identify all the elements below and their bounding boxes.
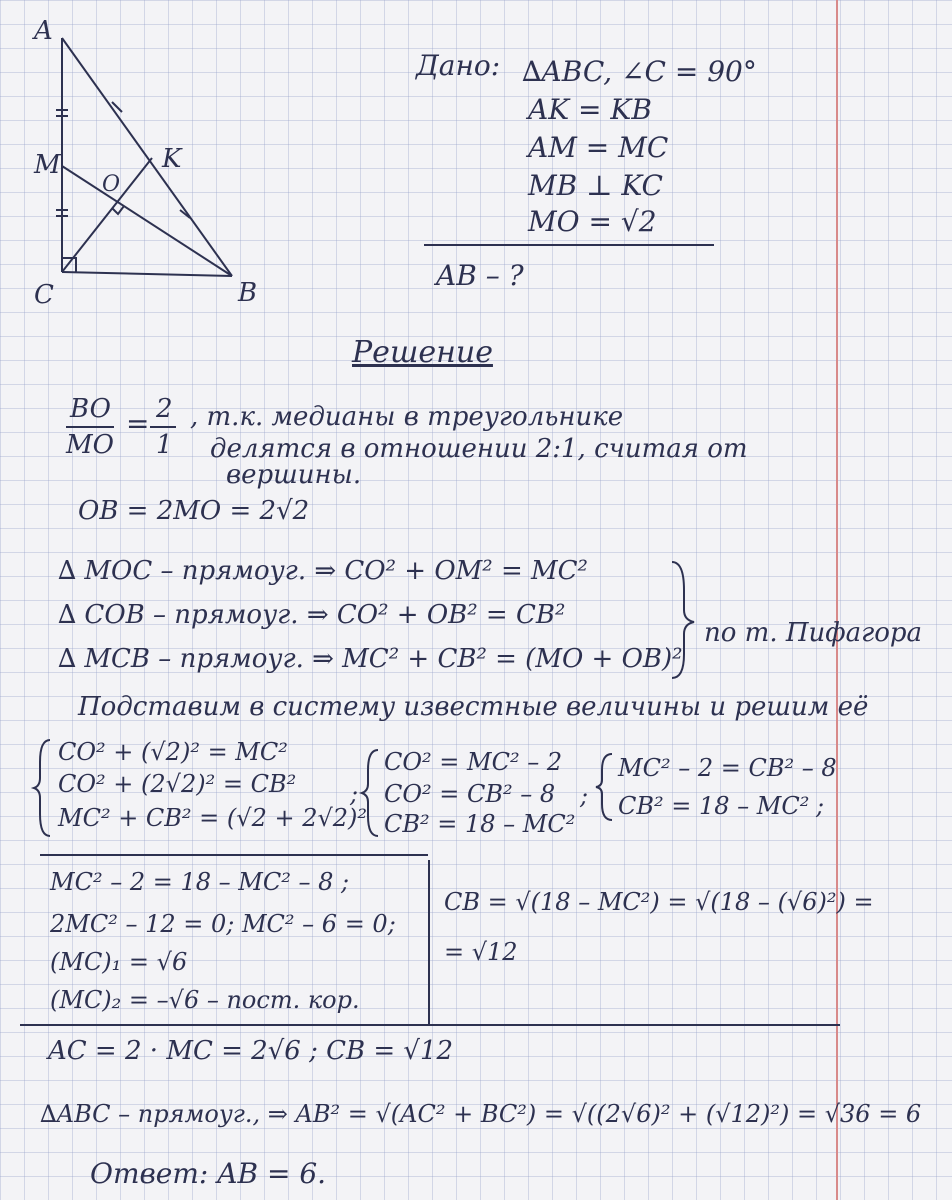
system-separator-1: ; bbox=[350, 780, 359, 808]
given-line-3: AM = MC bbox=[528, 131, 669, 164]
right-block-line-2: = √12 bbox=[444, 938, 518, 966]
given-line-4: MB ⊥ KC bbox=[528, 169, 663, 202]
pythagoras-line-1: ∆ MOC – прямоуг. ⇒ CO² + OM² = MC² bbox=[58, 556, 588, 586]
system2-line-3: CB² = 18 – MC² bbox=[384, 810, 576, 838]
ratio-value-numerator: 2 bbox=[156, 394, 173, 424]
system2-brace bbox=[362, 748, 382, 838]
work-box-top-rule bbox=[40, 854, 428, 856]
system2-line-1: CO² = MC² – 2 bbox=[384, 748, 563, 776]
work-box-divider bbox=[428, 860, 430, 1026]
work-box-bottom-rule bbox=[20, 1024, 840, 1026]
given-line-1: ∆ABC, ∠C = 90° bbox=[522, 55, 757, 88]
system3-line-1: MC² – 2 = CB² – 8 bbox=[618, 754, 837, 782]
system1-line-2: CO² + (2√2)² = CB² bbox=[58, 770, 297, 798]
ac-cb-line: AC = 2 · MC = 2√6 ; CB = √12 bbox=[48, 1036, 454, 1066]
left-block-line-3: (MC)₁ = √6 bbox=[50, 948, 188, 976]
ratio-fraction-bar bbox=[66, 426, 114, 428]
notebook-margin-line bbox=[836, 0, 838, 1200]
given-header: Дано: bbox=[416, 49, 501, 82]
vertex-label-b: B bbox=[238, 278, 258, 308]
ab-derivation-line: ∆ABC – прямоуг., ⇒ AB² = √(AC² + BC²) = √((2√6)² + (√12)²) = √36 = 6 bbox=[40, 1100, 922, 1128]
solution-title: Решение bbox=[352, 335, 493, 370]
vertex-label-c: C bbox=[34, 280, 54, 310]
ratio-numerator: BO bbox=[70, 394, 111, 424]
ratio-text-line-1: , т.к. медианы в треугольнике bbox=[190, 402, 624, 432]
find-line: AB – ? bbox=[436, 259, 524, 292]
vertex-label-a: A bbox=[34, 16, 53, 46]
given-line-5: MO = √2 bbox=[528, 205, 657, 238]
vertex-label-m: M bbox=[34, 150, 61, 180]
vertex-label-k: K bbox=[162, 144, 182, 174]
system-separator-3: ; bbox=[816, 792, 825, 820]
pythagoras-note: по т. Пифагора bbox=[704, 618, 923, 648]
system1-line-3: MC² + CB² = (√2 + 2√2)² bbox=[58, 804, 368, 832]
system-separator-2: ; bbox=[580, 782, 589, 810]
left-block-line-1: MC² – 2 = 18 – MC² – 8 ; bbox=[50, 868, 350, 896]
system3-brace bbox=[596, 752, 616, 822]
system2-line-2: CO² = CB² – 8 bbox=[384, 780, 556, 808]
ratio-value-denominator: 1 bbox=[156, 430, 173, 460]
substitute-sentence: Подставим в систему известные величины и решим её bbox=[78, 692, 869, 722]
system1-brace bbox=[34, 738, 54, 838]
pythagoras-line-2: ∆ COB – прямоуг. ⇒ CO² + OB² = CB² bbox=[58, 600, 566, 630]
right-block-line-1: CB = √(18 – MC²) = √(18 – (√6)²) = bbox=[444, 888, 874, 916]
answer-line: Ответ: AB = 6. bbox=[90, 1157, 327, 1190]
ratio-equals: = bbox=[126, 407, 150, 440]
point-label-o: O bbox=[102, 172, 121, 197]
ratio-value-bar bbox=[150, 426, 176, 428]
system1-line-1: CO² + (√2)² = MC² bbox=[58, 738, 288, 766]
given-line-2: AK = KB bbox=[528, 93, 652, 126]
pythagoras-line-3: ∆ MCB – прямоуг. ⇒ MC² + CB² = (MO + OB)² bbox=[58, 644, 683, 674]
left-block-line-2: 2MC² – 12 = 0; MC² – 6 = 0; bbox=[50, 910, 396, 938]
ob-equation: OB = 2MO = 2√2 bbox=[78, 496, 310, 526]
ratio-denominator: MO bbox=[66, 430, 114, 460]
ratio-text-line-2: делятся в отношении 2:1, считая от bbox=[210, 434, 748, 464]
ratio-text-line-3: вершины. bbox=[226, 460, 362, 490]
pythagoras-brace bbox=[668, 560, 698, 680]
given-divider bbox=[424, 244, 714, 246]
left-block-line-4: (MC)₂ = –√6 – пост. кор. bbox=[50, 986, 360, 1014]
system3-line-2: CB² = 18 – MC² bbox=[618, 792, 810, 820]
